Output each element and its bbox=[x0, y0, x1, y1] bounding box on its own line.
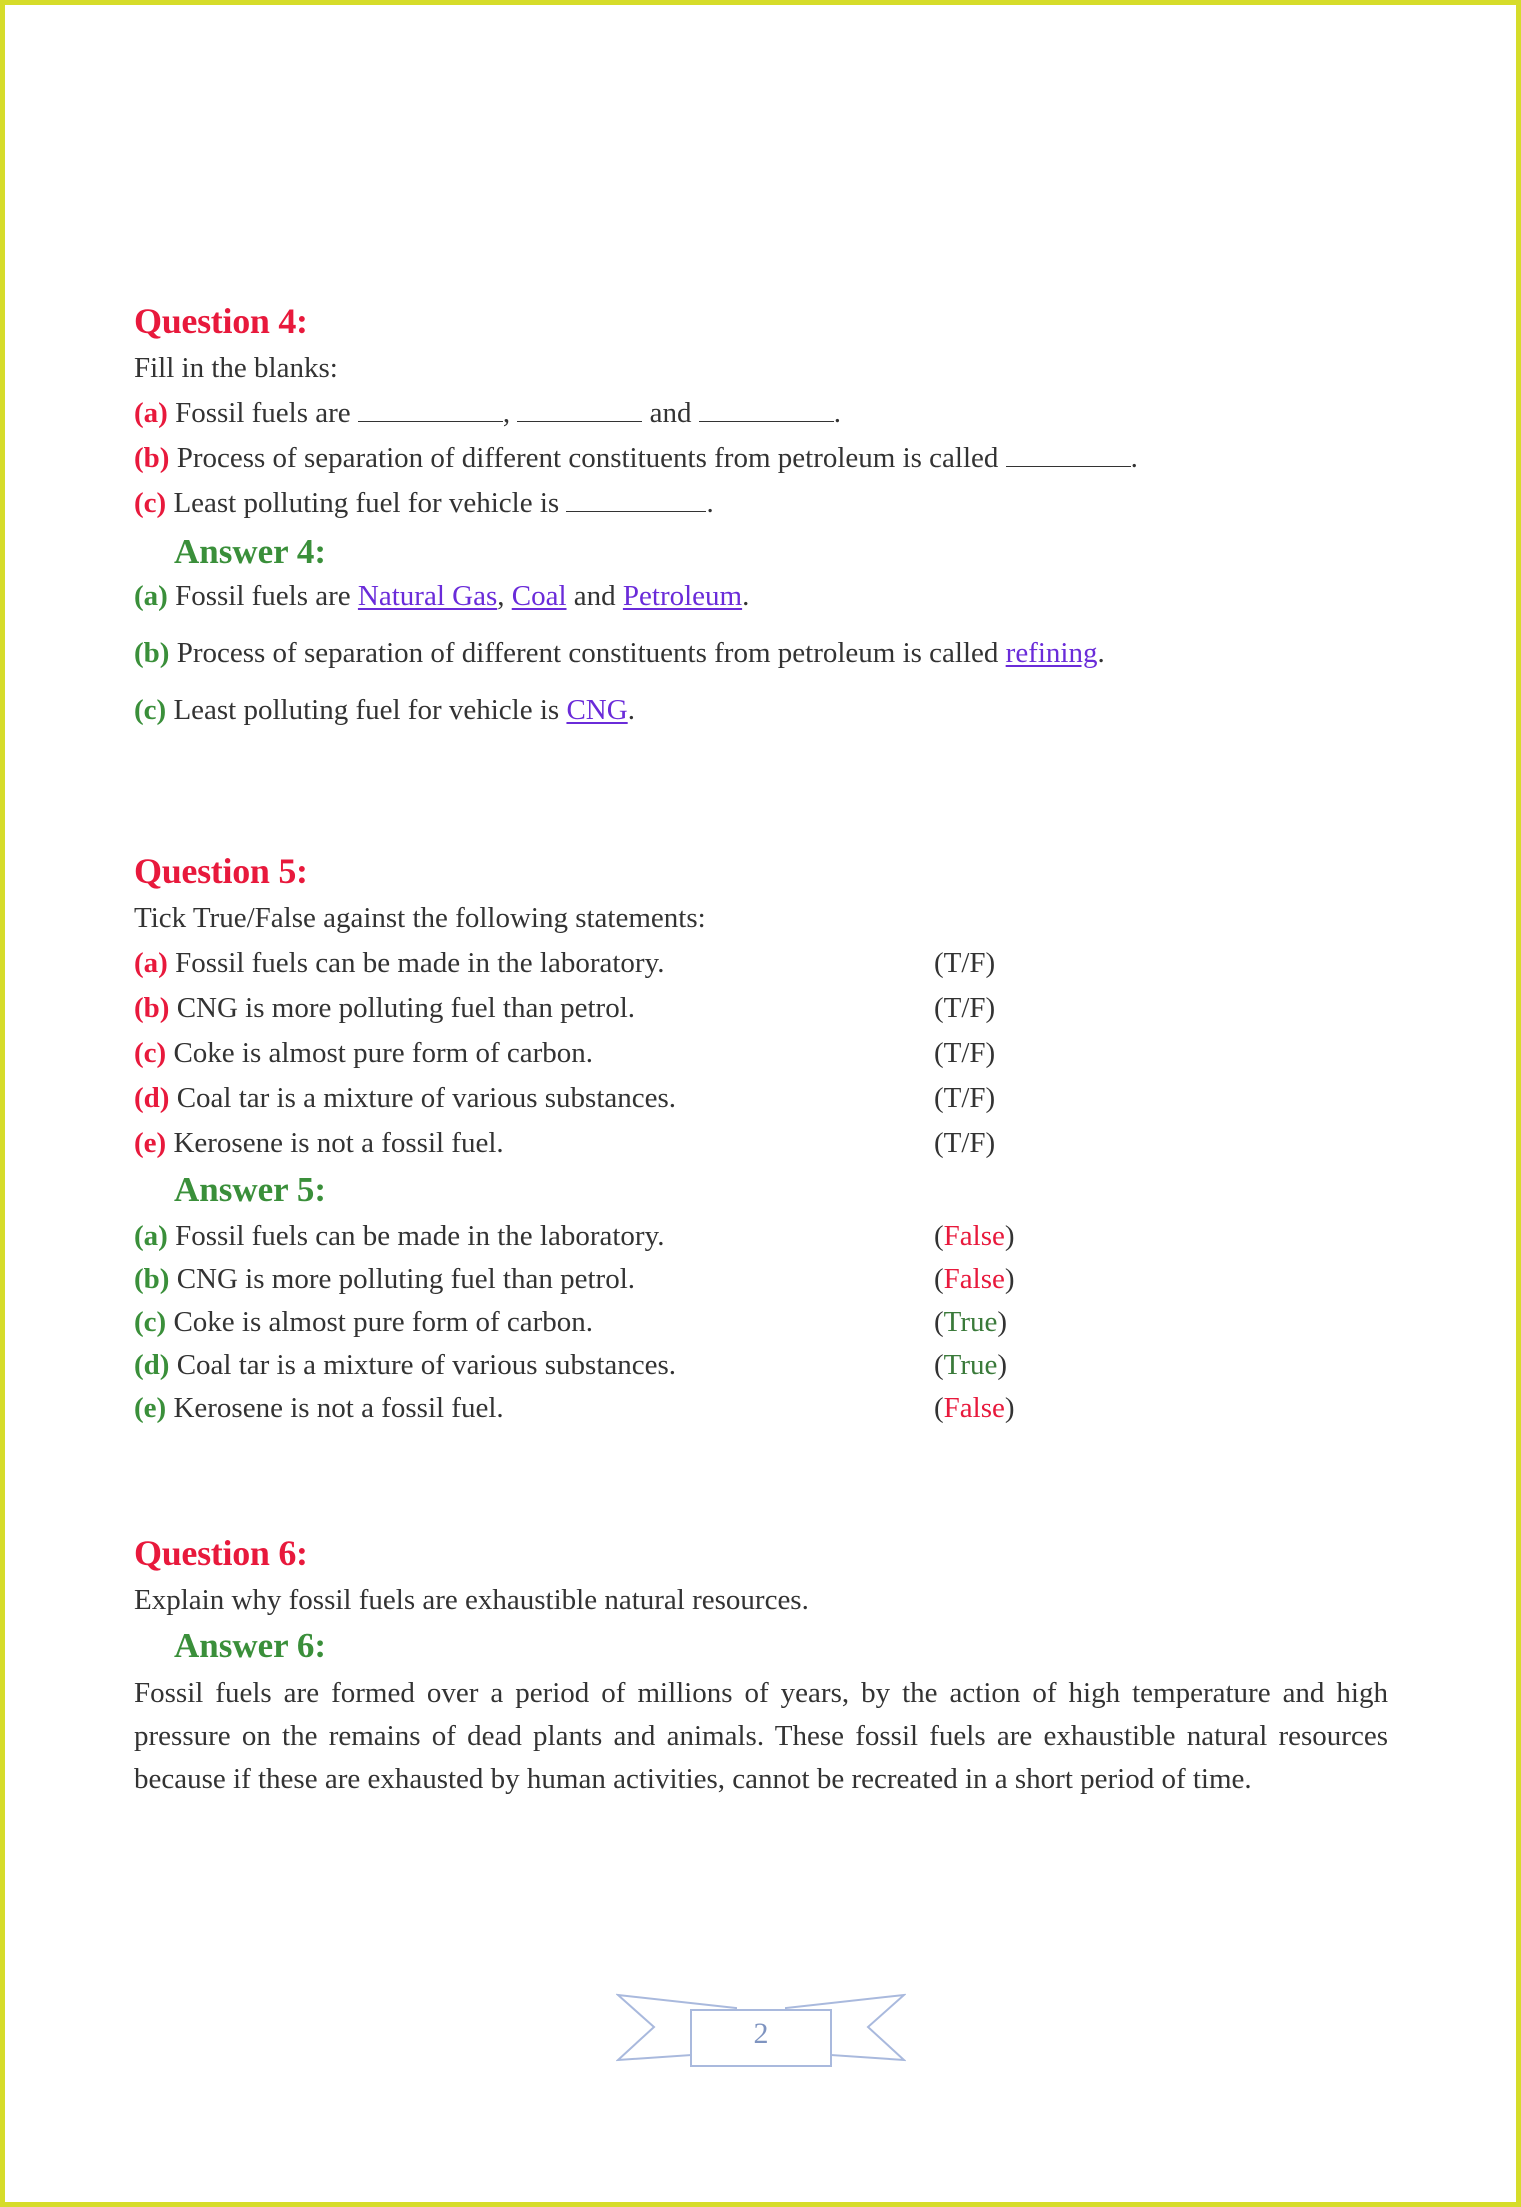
question-5-item-c: (c) Coke is almost pure form of carbon. bbox=[134, 1037, 594, 1069]
answer-coal: Coal bbox=[511, 580, 567, 612]
page-number-ribbon bbox=[616, 1990, 906, 2070]
answer-value: (True) bbox=[934, 1349, 1008, 1381]
tf-choice: (T/F) bbox=[934, 1037, 996, 1069]
true-value: True bbox=[943, 1349, 998, 1381]
page-number: 2 bbox=[753, 2017, 769, 2050]
answer-5-item-b: (b) CNG is more polluting fuel than petrol. bbox=[134, 1263, 635, 1295]
false-value: False bbox=[943, 1263, 1005, 1295]
answer-petroleum: Petroleum bbox=[622, 580, 743, 612]
tf-choice: (T/F) bbox=[934, 1082, 996, 1114]
tf-choice: (T/F) bbox=[934, 947, 996, 979]
answer-5-item-d: (d) Coal tar is a mixture of various substances. bbox=[134, 1349, 677, 1381]
answer-value: (False) bbox=[934, 1220, 1015, 1252]
answer-refining: refining bbox=[1005, 637, 1098, 669]
question-4-item-a: (a) Fossil fuels are , and . bbox=[134, 397, 842, 429]
blank-line bbox=[566, 489, 706, 512]
tf-choice: (T/F) bbox=[934, 992, 996, 1024]
answer-4-item-c: (c) Least polluting fuel for vehicle is CNG. bbox=[134, 694, 635, 726]
question-5-item-b: (b) CNG is more polluting fuel than petrol. bbox=[134, 992, 635, 1024]
question-5-heading: Question 5: bbox=[134, 851, 308, 891]
blank-line bbox=[699, 399, 834, 422]
blank-line bbox=[517, 399, 642, 422]
question-6-prompt: Explain why fossil fuels are exhaustible natural resources. bbox=[134, 1584, 809, 1616]
item-label: (b) bbox=[134, 637, 170, 669]
answer-4-heading: Answer 4: bbox=[174, 532, 326, 571]
answer-value: (True) bbox=[934, 1306, 1008, 1338]
question-5-item-e: (e) Kerosene is not a fossil fuel. bbox=[134, 1127, 504, 1159]
item-label: (a) bbox=[134, 580, 168, 612]
answer-5-item-c: (c) Coke is almost pure form of carbon. bbox=[134, 1306, 594, 1338]
answer-cng: CNG bbox=[566, 694, 628, 726]
question-4-heading: Question 4: bbox=[134, 301, 308, 341]
blank-line bbox=[1006, 444, 1131, 467]
question-6-heading: Question 6: bbox=[134, 1533, 308, 1573]
answer-5-heading: Answer 5: bbox=[174, 1170, 326, 1209]
false-value: False bbox=[943, 1392, 1005, 1424]
item-label: (c) bbox=[134, 487, 167, 519]
question-4-prompt: Fill in the blanks: bbox=[134, 352, 338, 384]
question-4-item-b: (b) Process of separation of different constituents from petroleum is called . bbox=[134, 442, 1138, 474]
answer-6-paragraph: Fossil fuels are formed over a period of millions of years, by the action of high temperature and high pressure on the remains of dead plants and animals. These fossil fuels are exhaustible natural resources because if these are exhausted by human activities, cannot be recreated in a short period of time. bbox=[134, 1677, 1388, 1795]
answer-4-item-b: (b) Process of separation of different constituents from petroleum is called refining. bbox=[134, 637, 1105, 669]
question-5-item-a: (a) Fossil fuels can be made in the laboratory. bbox=[134, 947, 665, 979]
false-value: False bbox=[943, 1220, 1005, 1252]
answer-5-item-e: (e) Kerosene is not a fossil fuel. bbox=[134, 1392, 504, 1424]
answer-natural-gas: Natural Gas bbox=[357, 580, 498, 612]
item-label: (a) bbox=[134, 397, 168, 429]
answer-value: (False) bbox=[934, 1263, 1015, 1295]
blank-line bbox=[358, 399, 503, 422]
question-5-item-d: (d) Coal tar is a mixture of various substances. bbox=[134, 1082, 677, 1114]
true-value: True bbox=[943, 1306, 998, 1338]
question-5-prompt: Tick True/False against the following statements: bbox=[134, 902, 706, 934]
item-label: (c) bbox=[134, 694, 167, 726]
question-4-item-c: (c) Least polluting fuel for vehicle is . bbox=[134, 487, 714, 519]
item-label: (b) bbox=[134, 442, 170, 474]
tf-choice: (T/F) bbox=[934, 1127, 996, 1159]
answer-5-item-a: (a) Fossil fuels can be made in the laboratory. bbox=[134, 1220, 665, 1252]
answer-value: (False) bbox=[934, 1392, 1015, 1424]
answer-4-item-a: (a) Fossil fuels are Natural Gas, Coal and Petroleum. bbox=[134, 580, 750, 612]
answer-6-heading: Answer 6: bbox=[174, 1626, 326, 1665]
